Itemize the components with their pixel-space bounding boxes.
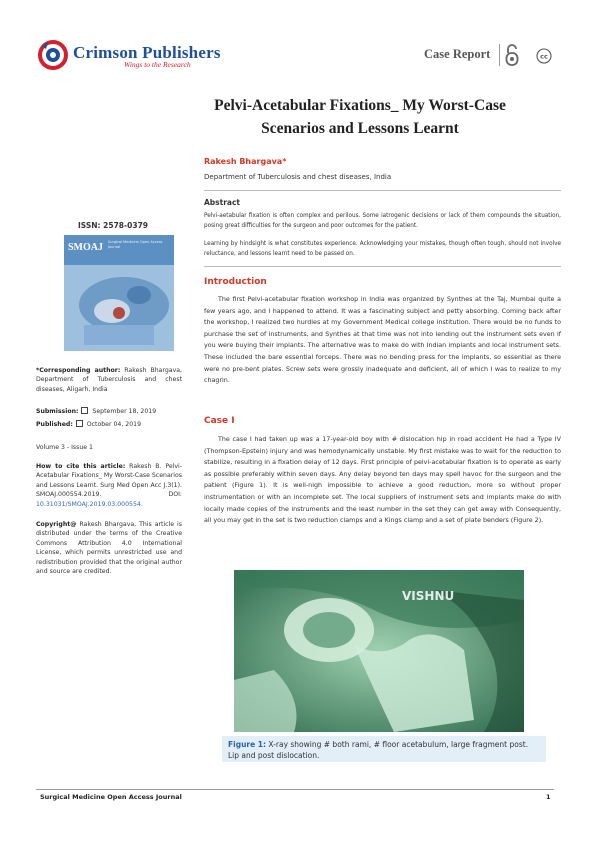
author-affiliation: Department of Tuberculosis and chest diseases, India (204, 173, 392, 181)
published-date-row (36, 420, 186, 429)
page-number: 1 (546, 793, 551, 801)
case1-text: The case I had taken up was a 17-year-old boy with # dislocation hip in road accident He had a Type IV (Thompson-Epstein) injury and was hemodynamically unstable. My first mistake was to wait for the reduction to stabilize, resulting in a fixation delay of 12 days. First principle of pelvi-acetabular fixation is to operate as early as possible preferably within seven days. Any delay beyond ten days may spell havoc for the surgeon and the patient (Figure 1). It is well-nigh impossible to achieve a good reduction, more so without proper instrumentation or with an incomplete set. The local suppliers of instrument sets and implants make do with locally made copies of the instruments and the least number in the set they can get away with Consequently, all you may get in the set is two reduction clamps and a Kings clamp and a set of plate benders (Figure 2). (204, 436, 561, 525)
doi-link[interactable]: 10.31031/SMOAJ.2019.03.000554. (36, 500, 143, 508)
copyright-text: Rakesh Bhargava, This article is distributed under the terms of the Creative Commons Attribution 4.0 International License, which permits unrestricted use and redistribution provided that the original author and source are credited. (36, 521, 183, 576)
xray-figure-image (234, 570, 524, 732)
abstract-paragraph-2: Learning by hindsight is what constitutes experience. Acknowledging your mistakes, though often tough, should not involve reluctance, and lessons learnt need to be passed on. (204, 241, 561, 257)
calendar-icon (76, 420, 83, 427)
xray-illustration (234, 570, 524, 732)
figure-label: Figure 1: (228, 740, 267, 749)
journal-cover-image (64, 235, 174, 351)
xray-marker-text: VISHNU (402, 589, 455, 603)
citation-label: How to cite this article: (36, 463, 126, 470)
submission-label: Submission: (36, 408, 79, 415)
corresponding-author-text: Rakesh Bhargava, Department of Tuberculosis and chest diseases, Aligarh, India (36, 367, 182, 393)
cover-title: SMOAJ (68, 242, 103, 253)
abstract-paragraph-1: Pelvi-aetabular fixation is often complex and perilous. Some iatrogenic decisions or lack of them compounds the situation, posing great difficulties for the surgeon and poor outcomes for the patient. (204, 213, 561, 229)
article-title-line-2: Scenarios and Lessons Learnt (261, 120, 459, 137)
document-type: Case Report (424, 47, 491, 61)
dates (36, 407, 186, 430)
submission-date-row (36, 407, 186, 416)
author-name: Rakesh Bhargava* (204, 157, 287, 166)
publisher-name: Crimson Publishers (73, 43, 221, 62)
divider (204, 190, 561, 191)
footer-journal-name: Surgical Medicine Open Access Journal (40, 793, 182, 801)
footer-divider (36, 789, 554, 790)
publisher-logo-icon (38, 40, 68, 70)
calendar-icon (81, 407, 88, 414)
corresponding-author (36, 366, 182, 394)
volume-issue: Volume 3 - Issue 1 (36, 444, 93, 451)
cover-surgery-photo (64, 265, 174, 351)
introduction-text: The first Pelvi-acetabular fixation workshop in India was organized by Synthes at the Taj, Mumbai quite a few years ago, and I happened to attend. It was a fascinating subject and petty absorbing. Coming back after the workshop, I realized two hurdles at my Government Medical college institution. There would be no funds to purchase the set of instruments, and Synthes at that time was not into lending out the instrument sets even if you were buying their implants. The alternative was to make do with Indian implants and local instrument sets. These included the bare essential forceps. There was no bending press for the implants, so essential as there were no pre-bent plates. Screw sets were grossly inadequate and deficient, all of which I was to realize to my chagrin. (204, 296, 561, 385)
header-separator (499, 44, 500, 66)
article-title (170, 94, 550, 140)
issn: ISSN: 2578-0379 (78, 221, 149, 230)
open-access-lock-icon (505, 43, 519, 67)
figure-caption (222, 736, 546, 762)
copyright (36, 520, 182, 576)
abstract-heading: Abstract (204, 198, 241, 207)
figure-caption-text: X-ray showing # both rami, # floor acetabulum, large fragment post. Lip and post dislocation. (228, 740, 529, 760)
published-label: Published: (36, 421, 73, 429)
divider (204, 266, 561, 267)
introduction-heading: Introduction (204, 277, 267, 287)
corresponding-author-label: *Corresponding author: (36, 367, 121, 374)
copyright-label: Copyright@ (36, 521, 77, 528)
published-date: October 04, 2019 (86, 421, 142, 429)
creative-commons-icon (536, 48, 552, 64)
article-title-line-1: Pelvi-Acetabular Fixations_ My Worst-Case (214, 97, 506, 114)
cover-subtitle: Surgical Medicine Open Access Journal (108, 240, 163, 249)
doi-label: DOI: (168, 491, 182, 499)
submission-date: September 18, 2019 (92, 408, 157, 415)
publisher-tagline: Wings to the Research (124, 60, 191, 69)
case1-heading: Case I (204, 416, 235, 426)
svg-text:cc: cc (540, 52, 548, 61)
citation-text: Rakesh B. Pelvi-Acetabular Fixations_ My Worst-Case Scenarios and Lessons Learnt. Surg Med Open Acc J.3(1). SMOAJ.000554.2019. (36, 463, 183, 499)
citation (36, 462, 182, 509)
